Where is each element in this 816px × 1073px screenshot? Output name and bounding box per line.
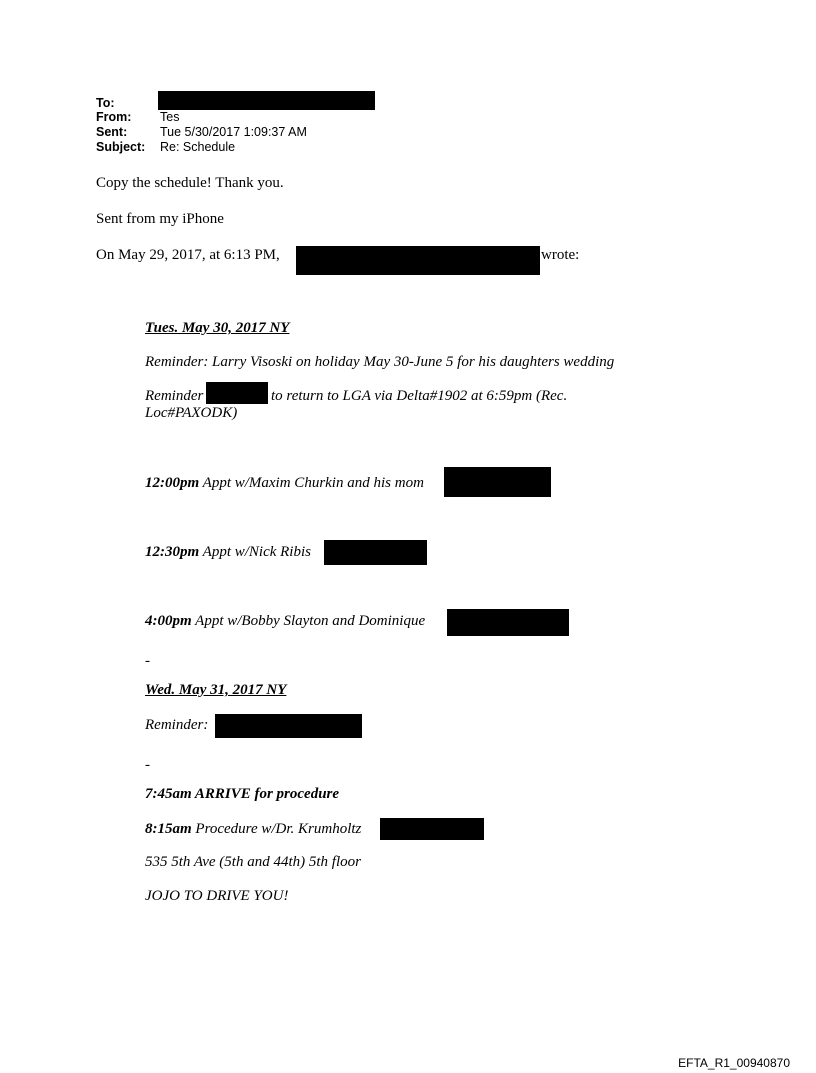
appt-3 <box>145 612 425 630</box>
day2-reminder: Reminder: <box>145 717 209 733</box>
appt-1-text: Appt w/Maxim Churkin and his mom <box>202 475 424 491</box>
appt-2-text: Appt w/Nick Ribis <box>202 544 311 560</box>
document-id-footer: EFTA_R1_00940870 <box>678 1056 790 1070</box>
redaction-appt-3 <box>447 609 569 636</box>
redaction-day2-reminder <box>215 714 362 738</box>
day2-procedure <box>145 820 361 838</box>
from-label: From: <box>96 110 132 124</box>
appt-3-time: 4:00pm <box>145 613 192 629</box>
day1-reminder-1: Reminder: Larry Visoski on holiday May 30-June 5 for his daughters wedding <box>145 354 615 370</box>
day1-heading: Tues. May 30, 2017 NY <box>145 320 290 336</box>
day2-heading: Wed. May 31, 2017 NY <box>145 682 287 698</box>
from-value: Tes <box>160 110 180 124</box>
day2-drive: JOJO TO DRIVE YOU! <box>145 888 289 904</box>
procedure-time: 8:15am <box>145 821 192 837</box>
appt-1-time: 12:00pm <box>145 475 200 491</box>
quote-intro: On May 29, 2017, at 6:13 PM, <box>96 247 280 263</box>
appt-2-time: 12:30pm <box>145 544 200 560</box>
subject-value: Re: Schedule <box>160 140 236 154</box>
redaction-appt-2 <box>324 540 427 565</box>
subject-label: Subject: <box>96 140 146 154</box>
redaction-reminder-person <box>206 382 268 404</box>
quote-wrote: wrote: <box>541 247 580 263</box>
body-line-2: Sent from my iPhone <box>96 211 224 227</box>
redaction-procedure <box>380 818 484 840</box>
redaction-appt-1 <box>444 467 551 497</box>
day2-arrive: 7:45am ARRIVE for procedure <box>145 786 340 802</box>
appt-1 <box>145 474 424 492</box>
appt-3-text: Appt w/Bobby Slayton and Dominique <box>195 613 426 629</box>
day1-reminder-2-line2: Loc#PAXODK) <box>145 405 238 421</box>
sent-value: Tue 5/30/2017 1:09:37 AM <box>160 125 307 139</box>
to-label: To: <box>96 96 115 110</box>
sent-label: Sent: <box>96 125 128 139</box>
dash-2: - <box>145 757 150 773</box>
day2-address: 535 5th Ave (5th and 44th) 5th floor <box>145 854 361 870</box>
day1-reminder-2-prefix: Reminder <box>145 388 204 404</box>
body-line-1: Copy the schedule! Thank you. <box>96 175 284 191</box>
redaction-to <box>158 91 375 110</box>
day1-reminder-2-suffix: to return to LGA via Delta#1902 at 6:59pm (Rec. <box>271 388 568 404</box>
redaction-sender <box>296 246 540 275</box>
procedure-text: Procedure w/Dr. Krumholtz <box>195 821 362 837</box>
appt-2 <box>145 543 311 561</box>
dash-1: - <box>145 653 150 669</box>
